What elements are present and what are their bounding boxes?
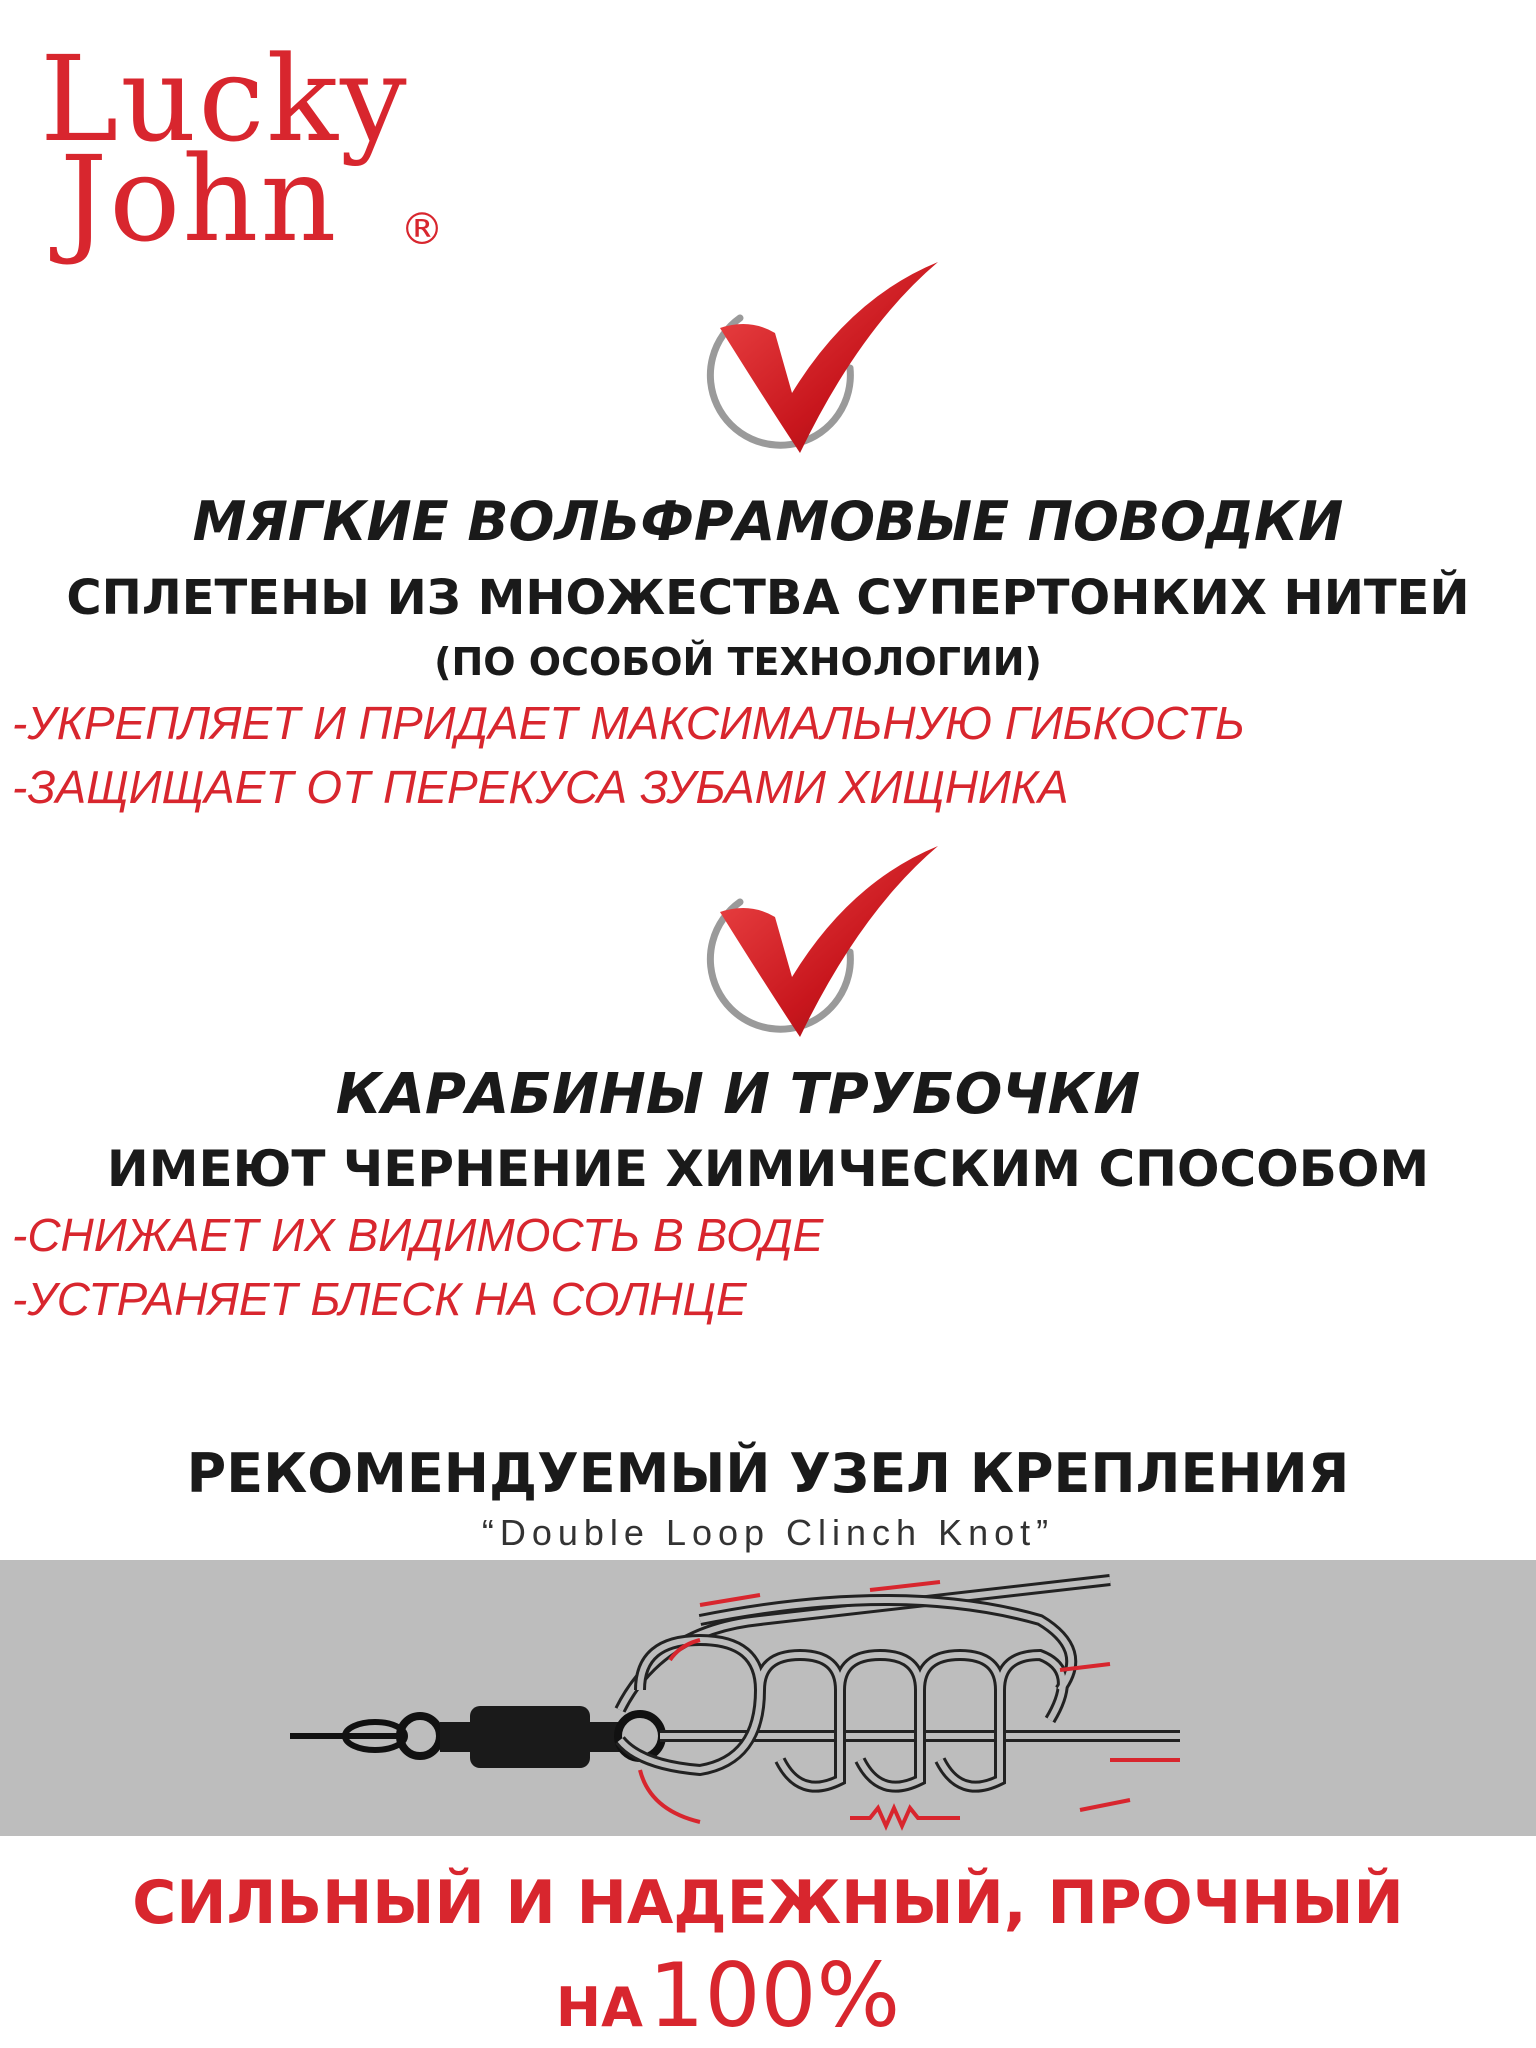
footer-line-2 [0, 1944, 1496, 2047]
knot-name: “Double Loop Clinch Knot” [481, 1512, 1055, 1553]
section1-note: (ПО ОСОБОЙ ТЕХНОЛОГИИ) [434, 640, 1042, 684]
section1-title: МЯГКИЕ ВОЛЬФРАМОВЫЕ ПОВОДКИ [192, 490, 1344, 553]
knot-diagram [0, 1560, 1536, 1836]
registered-mark: ® [400, 204, 444, 255]
footer-prefix: НА [555, 1976, 643, 2039]
logo-line-2: John [60, 130, 339, 268]
section1-benefit-1: -УКРЕПЛЯЕТ И ПРИДАЕТ МАКСИМАЛЬНУЮ ГИБКОСТЬ [12, 697, 1245, 749]
section1-subtitle: СПЛЕТЕНЫ ИЗ МНОЖЕСТВА СУПЕРТОНКИХ НИТЕЙ [66, 570, 1470, 626]
section2-benefit-2: -УСТРАНЯЕТ БЛЕСК НА СОЛНЦЕ [12, 1273, 747, 1325]
section2-title: КАРАБИНЫ И ТРУБОЧКИ [335, 1062, 1141, 1127]
section1-benefit-2: -ЗАЩИЩАЕТ ОТ ПЕРЕКУСА ЗУБАМИ ХИЩНИКА [12, 761, 1069, 813]
section2-subtitle: ИМЕЮТ ЧЕРНЕНИЕ ХИМИЧЕСКИМ СПОСОБОМ [106, 1140, 1430, 1198]
footer-percent: 100% [648, 1944, 901, 2047]
footer-line-1: СИЛЬНЫЙ И НАДЕЖНЫЙ, ПРОЧНЫЙ [132, 1868, 1404, 1938]
logo-line-1: Lucky [40, 30, 409, 168]
check-mark-icon [700, 842, 950, 1052]
knot-title: РЕКОМЕНДУЕМЫЙ УЗЕЛ КРЕПЛЕНИЯ [186, 1442, 1350, 1505]
section2-benefit-1: -СНИЖАЕТ ИХ ВИДИМОСТЬ В ВОДЕ [12, 1209, 824, 1261]
check-mark-icon [700, 258, 950, 468]
